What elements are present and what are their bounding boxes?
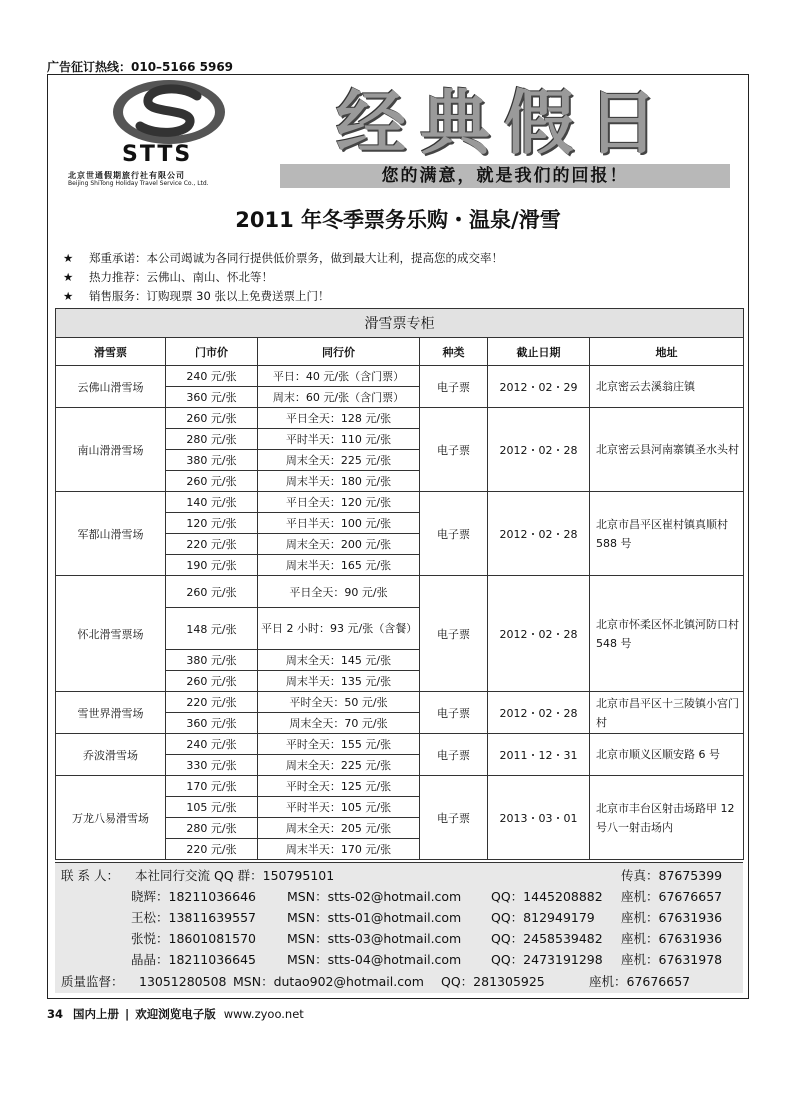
column-header: 地址 [590,338,744,366]
retail-price: 240 元/张 [166,366,258,387]
table-row [56,408,744,429]
column-header: 截止日期 [488,338,590,366]
address: 北京市丰台区射击场路甲 12 号八一射击场内 [590,776,744,860]
address: 北京密云县河南寨镇圣水头村 [590,408,744,492]
contact-row [55,907,743,928]
trade-price: 平日全天：128 元/张 [258,408,420,429]
supervision-mobile: 13051280508 [139,974,227,989]
retail-price: 240 元/张 [166,734,258,755]
footer-url[interactable]: www.zyoo.net [223,1007,304,1021]
note-text: 热力推荐：云佛山、南山、怀北等！ [89,270,273,284]
retail-price: 360 元/张 [166,713,258,734]
ticket-type: 电子票 [420,576,488,692]
note-item [63,249,503,268]
ticket-type: 电子票 [420,366,488,408]
trade-price: 周末全天：70 元/张 [258,713,420,734]
trade-price: 周末：60 元/张（含门票） [258,387,420,408]
retail-price: 220 元/张 [166,839,258,860]
trade-price: 周末全天：145 元/张 [258,650,420,671]
retail-price: 220 元/张 [166,534,258,555]
trade-price: 平日：40 元/张（含门票） [258,366,420,387]
retail-price: 380 元/张 [166,650,258,671]
contact-qq: QQ：1445208882 [491,889,603,904]
company-name-cn: 北京世通假期旅行社有限公司 [68,171,185,180]
retail-price: 105 元/张 [166,797,258,818]
retail-price: 380 元/张 [166,450,258,471]
contact-name-mobile: 王松：13811639557 [131,910,256,925]
supervision-landline: 座机：67676657 [589,974,691,989]
contacts-panel [55,862,743,993]
logo-wordmark: STTS [122,142,193,167]
page-number: 34 [47,1007,64,1021]
deadline: 2012・02・29 [488,366,590,408]
column-header: 种类 [420,338,488,366]
header-banner [62,78,736,190]
retail-price: 148 元/张 [166,608,258,650]
retail-price: 140 元/张 [166,492,258,513]
page-footer [47,1006,304,1022]
contact-name-mobile: 晶晶：18211036645 [131,952,256,967]
address: 北京市怀柔区怀北镇河防口村 548 号 [590,576,744,692]
retail-price: 360 元/张 [166,387,258,408]
trade-price: 平时半天：110 元/张 [258,429,420,450]
page-title: 2011 年冬季票务乐购・温泉/滑雪 [235,208,561,232]
trade-price: 平日半天：100 元/张 [258,513,420,534]
trade-price: 周末全天：225 元/张 [258,450,420,471]
retail-price: 260 元/张 [166,471,258,492]
trade-price: 周末全天：205 元/张 [258,818,420,839]
supervision-msn: MSN：dutao902@hotmail.com [233,974,424,989]
star-icon: ★ [63,270,74,284]
trade-price: 平日全天：90 元/张 [258,576,420,608]
address: 北京市顺义区顺安路 6 号 [590,734,744,776]
trade-price: 平日全天：120 元/张 [258,492,420,513]
deadline: 2012・02・28 [488,408,590,492]
trade-price: 平时半天：105 元/张 [258,797,420,818]
resort-name: 怀北滑雪票场 [56,576,166,692]
table-row [56,692,744,713]
trade-price: 平时全天：125 元/张 [258,776,420,797]
trade-price: 周末半天：180 元/张 [258,471,420,492]
retail-price: 120 元/张 [166,513,258,534]
trade-price: 周末全天：225 元/张 [258,755,420,776]
contact-landline: 座机：67631936 [621,931,723,946]
contact-row [55,886,743,907]
ad-hotline: 广告征订热线：010–5166 5969 [47,60,234,74]
ticket-type: 电子票 [420,776,488,860]
contact-msn: MSN：stts-03@hotmail.com [287,931,462,946]
retail-price: 260 元/张 [166,671,258,692]
company-name-en: Beijing ShiTong Holiday Travel Service Co., Ltd. [68,180,209,187]
contact-msn: MSN：stts-01@hotmail.com [287,910,462,925]
contact-msn: MSN：stts-04@hotmail.com [287,952,462,967]
retail-price: 280 元/张 [166,429,258,450]
trade-price: 平时全天：155 元/张 [258,734,420,755]
company-logo [62,78,272,190]
retail-price: 170 元/张 [166,776,258,797]
contact-qq: QQ：2458539482 [491,931,603,946]
stts-logo-icon [62,78,272,148]
resort-name: 乔波滑雪场 [56,734,166,776]
section-title: 滑雪票专柜 [56,309,744,338]
column-header: 同行价 [258,338,420,366]
brand-slogan: 您的满意，就是我们的回报！ [280,164,730,188]
supervision-label: 质量监督： [61,974,124,989]
table-row [56,492,744,513]
contact-qq: QQ：812949179 [491,910,595,925]
qq-group: 本社同行交流 QQ 群：150795101 [135,868,335,883]
deadline: 2012・02・28 [488,692,590,734]
table-row [56,776,744,797]
footer-tagline: 欢迎浏览电子版 [135,1007,216,1021]
ticket-type: 电子票 [420,734,488,776]
resort-name: 雪世界滑雪场 [56,692,166,734]
ski-ticket-table [55,308,744,860]
footer-divider: | [125,1007,130,1021]
deadline: 2013・03・01 [488,776,590,860]
notes-list [63,249,503,306]
ticket-type: 电子票 [420,492,488,576]
fax-number: 传真：87675399 [621,868,723,883]
ticket-type: 电子票 [420,692,488,734]
retail-price: 220 元/张 [166,692,258,713]
supervision-row [55,971,743,992]
resort-name: 万龙八易滑雪场 [56,776,166,860]
address: 北京市昌平区十三陵镇小宫门村 [590,692,744,734]
note-text: 销售服务：订购现票 30 张以上免费送票上门！ [89,289,330,303]
retail-price: 280 元/张 [166,818,258,839]
contact-msn: MSN：stts-02@hotmail.com [287,889,462,904]
contact-header-row [55,865,743,886]
contact-row [55,928,743,949]
retail-price: 330 元/张 [166,755,258,776]
ticket-type: 电子票 [420,408,488,492]
address: 北京密云去溪翁庄镇 [590,366,744,408]
note-item [63,287,503,306]
address: 北京市昌平区崔村镇真顺村 588 号 [590,492,744,576]
trade-price: 周末半天：165 元/张 [258,555,420,576]
deadline: 2012・02・28 [488,576,590,692]
contact-name-mobile: 张悦：18601081570 [131,931,256,946]
table-row [56,734,744,755]
trade-price: 平日 2 小时：93 元/张（含餐） [258,608,420,650]
retail-price: 260 元/张 [166,576,258,608]
contact-landline: 座机：67631936 [621,910,723,925]
retail-price: 190 元/张 [166,555,258,576]
column-header: 门市价 [166,338,258,366]
note-text: 郑重承诺：本公司竭诚为各同行提供低价票务，做到最大让利，提高您的成交率！ [89,251,503,265]
contacts-label: 联 系 人： [61,868,119,883]
table-row [56,366,744,387]
contact-name-mobile: 晓辉：18211036646 [131,889,256,904]
contact-qq: QQ：2473191298 [491,952,603,967]
deadline: 2012・02・28 [488,492,590,576]
contact-row [55,949,743,970]
retail-price: 260 元/张 [166,408,258,429]
contact-landline: 座机：67676657 [621,889,723,904]
supervision-qq: QQ：281305925 [441,974,545,989]
resort-name: 军都山滑雪场 [56,492,166,576]
star-icon: ★ [63,251,74,265]
star-icon: ★ [63,289,74,303]
brand-title: 经典假日 [336,81,672,164]
footer-section: 国内上册 [73,1007,120,1021]
resort-name: 南山滑滑雪场 [56,408,166,492]
trade-price: 平时全天：50 元/张 [258,692,420,713]
note-item [63,268,503,287]
trade-price: 周末半天：170 元/张 [258,839,420,860]
table-row [56,576,744,608]
resort-name: 云佛山滑雪场 [56,366,166,408]
contact-landline: 座机：67631978 [621,952,723,967]
trade-price: 周末全天：200 元/张 [258,534,420,555]
trade-price: 周末半天：135 元/张 [258,671,420,692]
deadline: 2011・12・31 [488,734,590,776]
column-header: 滑雪票 [56,338,166,366]
